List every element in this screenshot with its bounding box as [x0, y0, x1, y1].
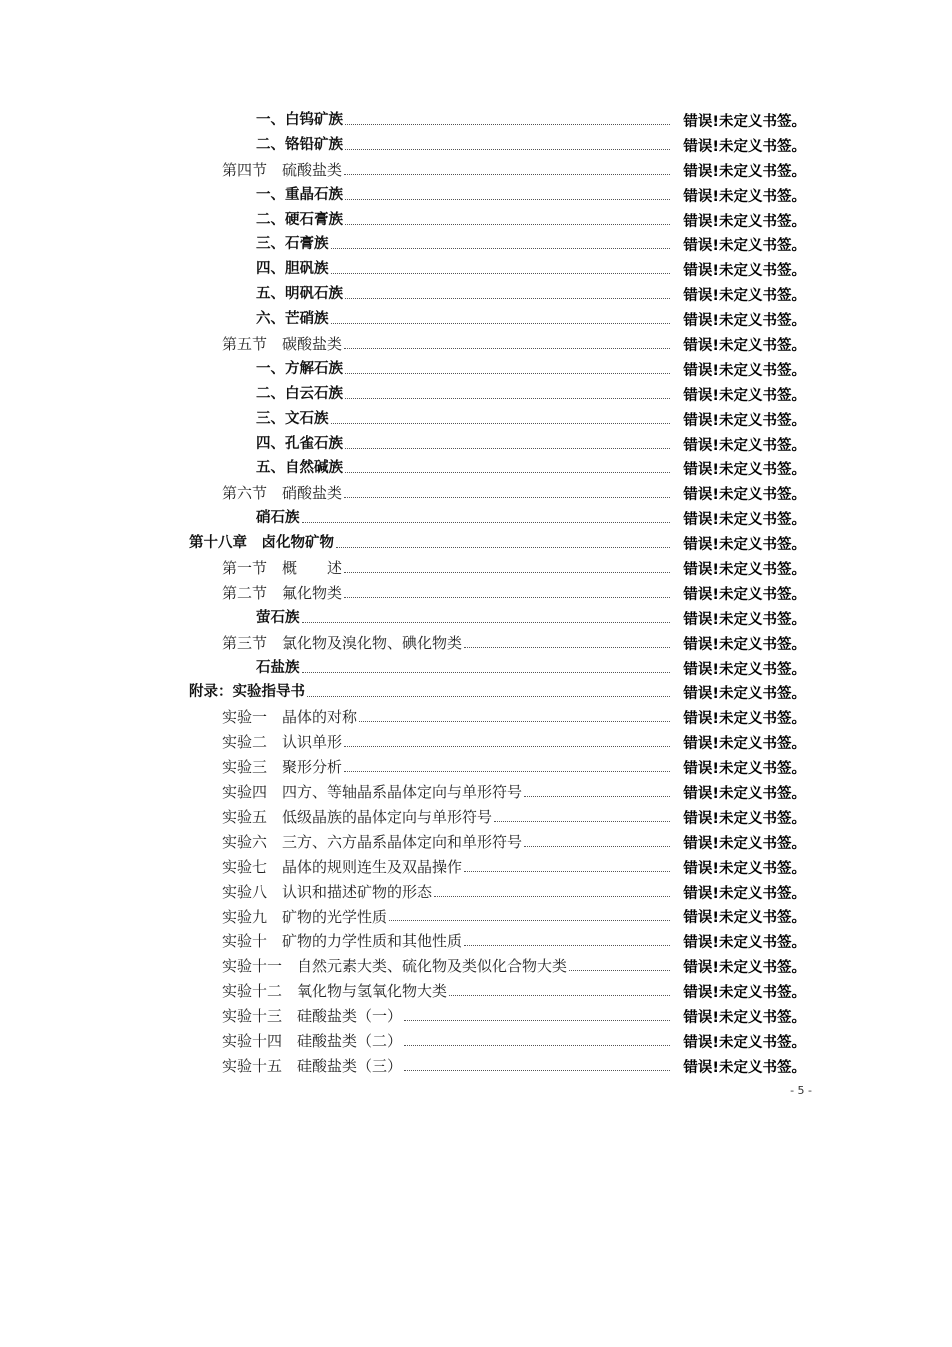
toc-entry[interactable]	[0, 830, 952, 855]
toc-entry[interactable]	[0, 954, 952, 979]
dot-leader	[344, 497, 670, 498]
toc-entry-title: 三、文石族	[256, 410, 329, 427]
toc-entry-title: 三、石膏族	[256, 236, 329, 253]
toc-entry-page-ref: 错误!未定义书签。	[683, 512, 806, 529]
dot-leader	[302, 622, 671, 623]
toc-entry-title: 实验十二 氧化物与氢氧化物大类	[222, 982, 448, 1001]
toc-entry[interactable]	[0, 456, 952, 481]
dot-leader	[307, 696, 670, 697]
toc-entry-page-ref: 错误!未定义书签。	[683, 462, 806, 479]
toc-entry[interactable]	[0, 481, 952, 506]
toc-entry[interactable]	[0, 531, 952, 556]
toc-entry-title: 五、明矾石族	[256, 286, 343, 303]
toc-entry[interactable]	[0, 656, 952, 681]
toc-entry-title: 实验七 晶体的规则连生及双晶操作	[222, 857, 463, 876]
toc-entry-title: 实验二 认识单形	[222, 733, 343, 752]
dot-leader	[345, 149, 670, 150]
toc-entry-page-ref: 错误!未定义书签。	[683, 288, 806, 305]
toc-entry-title: 第二节 氟化物类	[222, 583, 343, 602]
toc-entry[interactable]	[0, 606, 952, 631]
dot-leader	[404, 1070, 670, 1071]
toc-entry-title: 实验九 矿物的光学性质	[222, 907, 388, 926]
toc-entry-title: 五、自然碱族	[256, 460, 343, 477]
toc-entry[interactable]	[0, 158, 952, 183]
dot-leader	[464, 647, 670, 648]
toc-entry-page-ref: 错误!未定义书签。	[683, 337, 806, 354]
toc-entry[interactable]	[0, 183, 952, 208]
toc-entry-title: 实验十四 硅酸盐类（二）	[222, 1031, 403, 1050]
toc-entry[interactable]	[0, 1029, 952, 1054]
dot-leader	[464, 945, 670, 946]
dot-leader	[569, 970, 670, 971]
toc-entry[interactable]	[0, 108, 952, 133]
toc-entry-page-ref: 错误!未定义书签。	[683, 313, 806, 330]
dot-leader	[359, 721, 670, 722]
toc-entry-title: 四、胆矾族	[256, 261, 329, 278]
dot-leader	[345, 199, 670, 200]
toc-entry-title: 实验五 低级晶族的晶体定向与单形符号	[222, 807, 493, 826]
toc-entry[interactable]	[0, 307, 952, 332]
toc-entry[interactable]	[0, 257, 952, 282]
toc-entry[interactable]	[0, 805, 952, 830]
toc-entry-page-ref: 错误!未定义书签。	[683, 636, 806, 653]
toc-entry-page-ref: 错误!未定义书签。	[683, 860, 806, 877]
toc-entry-title: 硝石族	[256, 510, 300, 527]
dot-leader	[331, 273, 671, 274]
toc-entry[interactable]	[0, 929, 952, 954]
toc-entry-title: 实验十一 自然元素大类、硫化物及类似化合物大类	[222, 957, 568, 976]
toc-entry-page-ref: 错误!未定义书签。	[683, 1010, 806, 1026]
dot-leader	[434, 896, 670, 897]
toc-entry-page-ref: 错误!未定义书签。	[683, 686, 806, 703]
toc-entry-title: 实验十三 硅酸盐类（一）	[222, 1007, 403, 1026]
toc-entry[interactable]	[0, 581, 952, 606]
toc-entry-title: 实验十 矿物的力学性质和其他性质	[222, 932, 463, 951]
toc-entry-title: 第十八章 卤化物矿物	[189, 535, 334, 552]
page-number: - 5 -	[790, 1084, 812, 1097]
toc-entry-title: 实验十五 硅酸盐类（三）	[222, 1056, 403, 1075]
dot-leader	[345, 373, 670, 374]
dot-leader	[302, 672, 671, 673]
toc-entry[interactable]	[0, 880, 952, 905]
toc-entry-page-ref: 错误!未定义书签。	[683, 835, 806, 852]
dot-leader	[331, 248, 671, 249]
dot-leader	[524, 796, 670, 797]
toc-entry-page-ref: 错误!未定义书签。	[683, 487, 806, 504]
toc-entry-title: 一、白钨矿族	[256, 112, 343, 128]
toc-entry-page-ref: 错误!未定义书签。	[683, 985, 806, 1002]
toc-entry-page-ref: 错误!未定义书签。	[683, 412, 806, 429]
toc-entry[interactable]	[0, 208, 952, 233]
toc-entry[interactable]	[0, 730, 952, 755]
toc-entry-page-ref: 错误!未定义书签。	[683, 213, 806, 230]
toc-entry[interactable]	[0, 357, 952, 382]
toc-entry[interactable]	[0, 1004, 952, 1029]
toc-entry-title: 六、芒硝族	[256, 311, 329, 328]
toc-entry-title: 第五节 碳酸盐类	[222, 335, 343, 354]
dot-leader	[345, 224, 670, 225]
toc-entry-page-ref: 错误!未定义书签。	[683, 885, 806, 902]
toc-entry-page-ref: 错误!未定义书签。	[683, 387, 806, 404]
toc-entry-title: 二、白云石族	[256, 385, 343, 402]
toc-entry-page-ref: 错误!未定义书签。	[683, 437, 806, 454]
toc-entry-title: 一、重晶石族	[256, 186, 343, 203]
toc-entry[interactable]	[0, 232, 952, 257]
toc-entry-title: 二、铬铅矿族	[256, 136, 343, 153]
dot-leader	[302, 522, 671, 523]
dot-leader	[524, 846, 670, 847]
toc-entry-title: 实验三 聚形分析	[222, 758, 343, 777]
toc-entry-page-ref: 错误!未定义书签。	[683, 362, 806, 379]
dot-leader	[344, 348, 670, 349]
toc-entry[interactable]	[0, 680, 952, 705]
toc-entry-page-ref: 错误!未定义书签。	[683, 810, 806, 827]
toc-entry-page-ref: 错误!未定义书签。	[683, 761, 806, 778]
toc-entry-title: 一、方解石族	[256, 360, 343, 377]
toc-entry-title: 实验四 四方、等轴晶系晶体定向与单形符号	[222, 783, 523, 802]
toc-entry[interactable]	[0, 133, 952, 158]
dot-leader	[389, 920, 670, 921]
toc-entry-title: 第四节 硫酸盐类	[222, 160, 343, 179]
toc-entry-title: 萤石族	[256, 609, 300, 626]
toc-entry-page-ref: 错误!未定义书签。	[683, 263, 806, 280]
dot-leader	[494, 821, 670, 822]
toc-entry-page-ref: 错误!未定义书签。	[683, 711, 806, 728]
toc-entry-title: 二、硬石膏族	[256, 211, 343, 228]
toc-entry[interactable]	[0, 382, 952, 407]
toc-entry-page-ref: 错误!未定义书签。	[683, 238, 806, 255]
dot-leader	[344, 746, 670, 747]
dot-leader	[404, 1045, 670, 1046]
toc-entry[interactable]	[0, 855, 952, 880]
dot-leader	[449, 995, 670, 996]
toc-entry[interactable]	[0, 282, 952, 307]
toc-entry[interactable]	[0, 705, 952, 730]
toc-entry[interactable]	[0, 755, 952, 780]
toc-entry[interactable]	[0, 506, 952, 531]
toc-entry-page-ref: 错误!未定义书签。	[683, 561, 806, 578]
toc-entry-page-ref: 错误!未定义书签。	[683, 113, 806, 130]
dot-leader	[344, 174, 670, 175]
toc-entry-page-ref: 错误!未定义书签。	[683, 1034, 806, 1051]
dot-leader	[345, 448, 670, 449]
toc-entry-page-ref: 错误!未定义书签。	[683, 935, 806, 952]
table-of-contents	[0, 108, 952, 1079]
dot-leader	[404, 1020, 670, 1021]
toc-entry-title: 实验六 三方、六方晶系晶体定向和单形符号	[222, 832, 523, 851]
toc-entry-title: 实验八 认识和描述矿物的形态	[222, 882, 433, 901]
dot-leader	[331, 323, 671, 324]
toc-entry-page-ref: 错误!未定义书签。	[683, 661, 806, 678]
toc-entry-page-ref: 错误!未定义书签。	[683, 960, 806, 977]
toc-entry[interactable]	[0, 556, 952, 581]
toc-entry[interactable]	[0, 1054, 952, 1079]
dot-leader	[345, 398, 670, 399]
toc-entry[interactable]	[0, 979, 952, 1004]
toc-entry-page-ref: 错误!未定义书签。	[683, 138, 806, 155]
toc-entry-page-ref: 错误!未定义书签。	[683, 537, 806, 554]
toc-entry-page-ref: 错误!未定义书签。	[683, 188, 806, 205]
toc-entry[interactable]	[0, 407, 952, 432]
toc-entry-page-ref: 错误!未定义书签。	[683, 736, 806, 753]
toc-entry-page-ref: 错误!未定义书签。	[683, 785, 806, 802]
dot-leader	[464, 871, 670, 872]
toc-entry[interactable]	[0, 905, 952, 930]
dot-leader	[331, 423, 671, 424]
dot-leader	[344, 572, 670, 573]
toc-entry-title: 四、孔雀石族	[256, 435, 343, 452]
toc-entry[interactable]	[0, 780, 952, 805]
toc-entry-title: 第一节 概 述	[222, 559, 343, 578]
toc-entry-page-ref: 错误!未定义书签。	[683, 1059, 806, 1076]
toc-entry-page-ref: 错误!未定义书签。	[683, 910, 806, 927]
toc-entry-title: 附录：实验指导书	[189, 684, 305, 701]
dot-leader	[345, 298, 670, 299]
dot-leader	[344, 597, 670, 598]
dot-leader	[344, 771, 670, 772]
toc-entry[interactable]	[0, 332, 952, 357]
toc-entry[interactable]	[0, 432, 952, 457]
toc-entry-title: 石盐族	[256, 659, 300, 676]
dot-leader	[345, 124, 670, 125]
toc-entry-title: 实验一 晶体的对称	[222, 708, 358, 727]
toc-entry-page-ref: 错误!未定义书签。	[683, 163, 806, 180]
toc-entry-page-ref: 错误!未定义书签。	[683, 586, 806, 603]
toc-entry-title: 第三节 氯化物及溴化物、碘化物类	[222, 633, 463, 652]
toc-entry-title: 第六节 硝酸盐类	[222, 484, 343, 503]
dot-leader	[336, 547, 670, 548]
dot-leader	[345, 472, 670, 473]
toc-entry-page-ref: 错误!未定义书签。	[683, 611, 806, 628]
toc-entry[interactable]	[0, 631, 952, 656]
